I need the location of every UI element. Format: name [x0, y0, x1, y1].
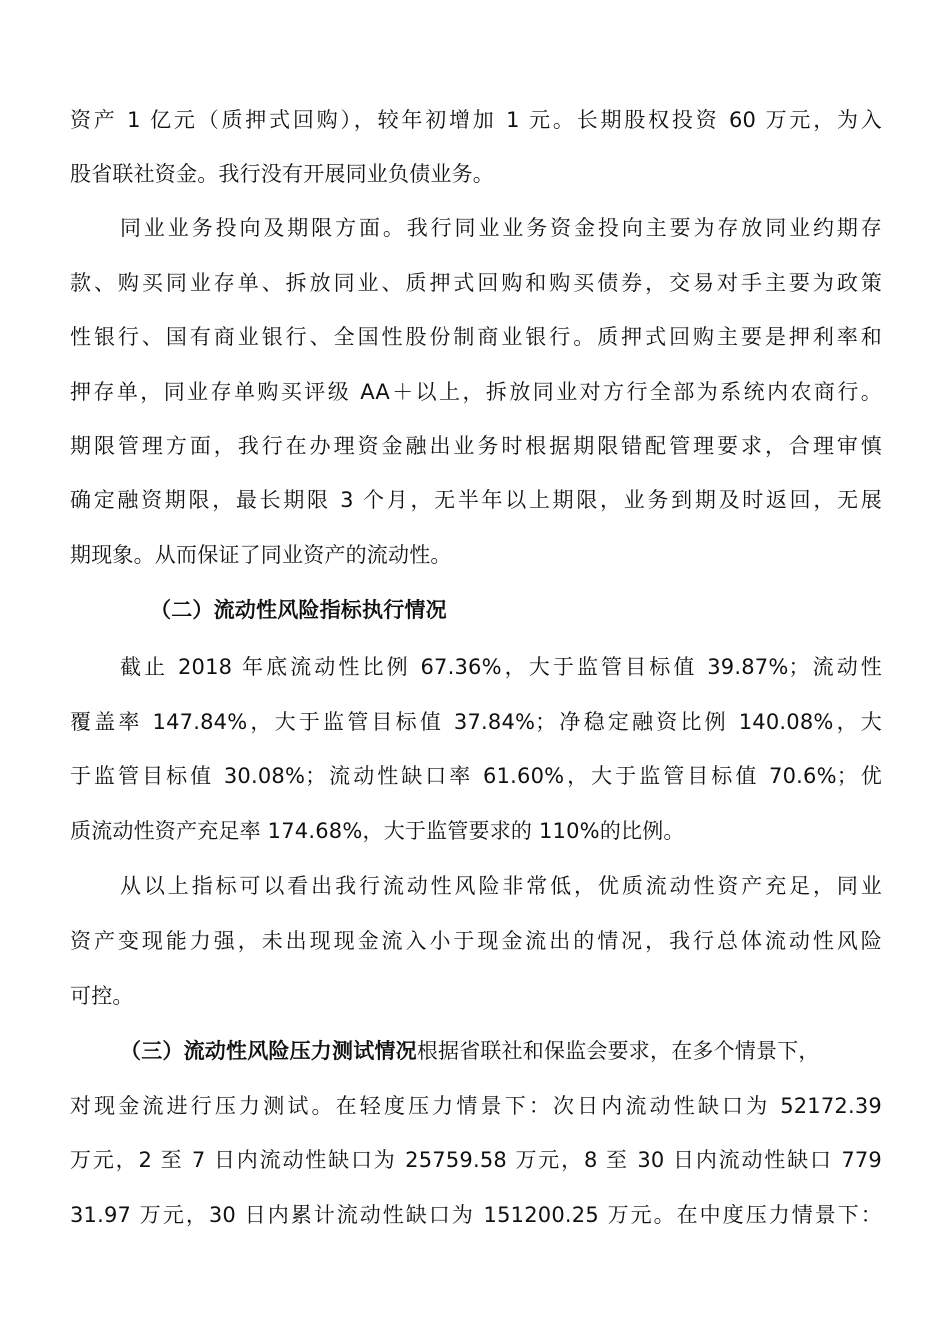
paragraph-line: 期限管理方面，我行在办理资金融出业务时根据期限错配管理要求，合理审慎	[70, 434, 882, 458]
paragraph-line: 资产变现能力强，未出现现金流入小于现金流出的情况，我行总体流动性风险	[70, 929, 882, 953]
paragraph-line: 于监管目标值 30.08%；流动性缺口率 61.60%，大于监管目标值 70.6%；优	[70, 764, 882, 788]
paragraph-text: 根据省联社和保监会要求，在多个情景下，	[416, 1039, 820, 1063]
paragraph-line: 万元，2 至 7 日内流动性缺口为 25759.58 万元，8 至 30 日内流动性缺口 779	[70, 1148, 882, 1172]
paragraph-line: 押存单，同业存单购买评级 AA＋以上，拆放同业对方行全部为系统内农商行。	[70, 380, 882, 404]
paragraph-line: 截止 2018 年底流动性比例 67.36%，大于监管目标值 39.87%；流动性	[120, 655, 882, 679]
paragraph-line: 股省联社资金。我行没有开展同业负债业务。	[70, 162, 494, 186]
section-heading: （二）流动性风险指标执行情况	[150, 598, 447, 622]
section-heading: （三）流动性风险压力测试情况	[120, 1039, 417, 1063]
paragraph-line: 同业业务投向及期限方面。我行同业业务资金投向主要为存放同业约期存	[120, 216, 882, 240]
paragraph-line: 31.97 万元，30 日内累计流动性缺口为 151200.25 万元。在中度压力情景下：	[70, 1203, 882, 1227]
paragraph-line: 确定融资期限，最长期限 3 个月，无半年以上期限，业务到期及时返回，无展	[70, 488, 882, 512]
section-heading-paragraph	[120, 1036, 882, 1066]
paragraph-line: 覆盖率 147.84%，大于监管目标值 37.84%；净稳定融资比例 140.08%，大	[70, 710, 882, 734]
paragraph-line: 性银行、国有商业银行、全国性股份制商业银行。质押式回购主要是押利率和	[70, 325, 882, 349]
paragraph-line: 从以上指标可以看出我行流动性风险非常低，优质流动性资产充足，同业	[120, 874, 882, 898]
paragraph-line: 期现象。从而保证了同业资产的流动性。	[70, 543, 452, 567]
paragraph-line: 款、购买同业存单、拆放同业、质押式回购和购买债券，交易对手主要为政策	[70, 271, 882, 295]
paragraph-line: 对现金流进行压力测试。在轻度压力情景下：次日内流动性缺口为 52172.39	[70, 1094, 882, 1118]
paragraph-line: 质流动性资产充足率 174.68%，大于监管要求的 110%的比例。	[70, 819, 685, 843]
paragraph-line: 可控。	[70, 984, 134, 1008]
paragraph-line: 资产 1 亿元（质押式回购），较年初增加 1 元。长期股权投资 60 万元，为入	[70, 108, 882, 132]
